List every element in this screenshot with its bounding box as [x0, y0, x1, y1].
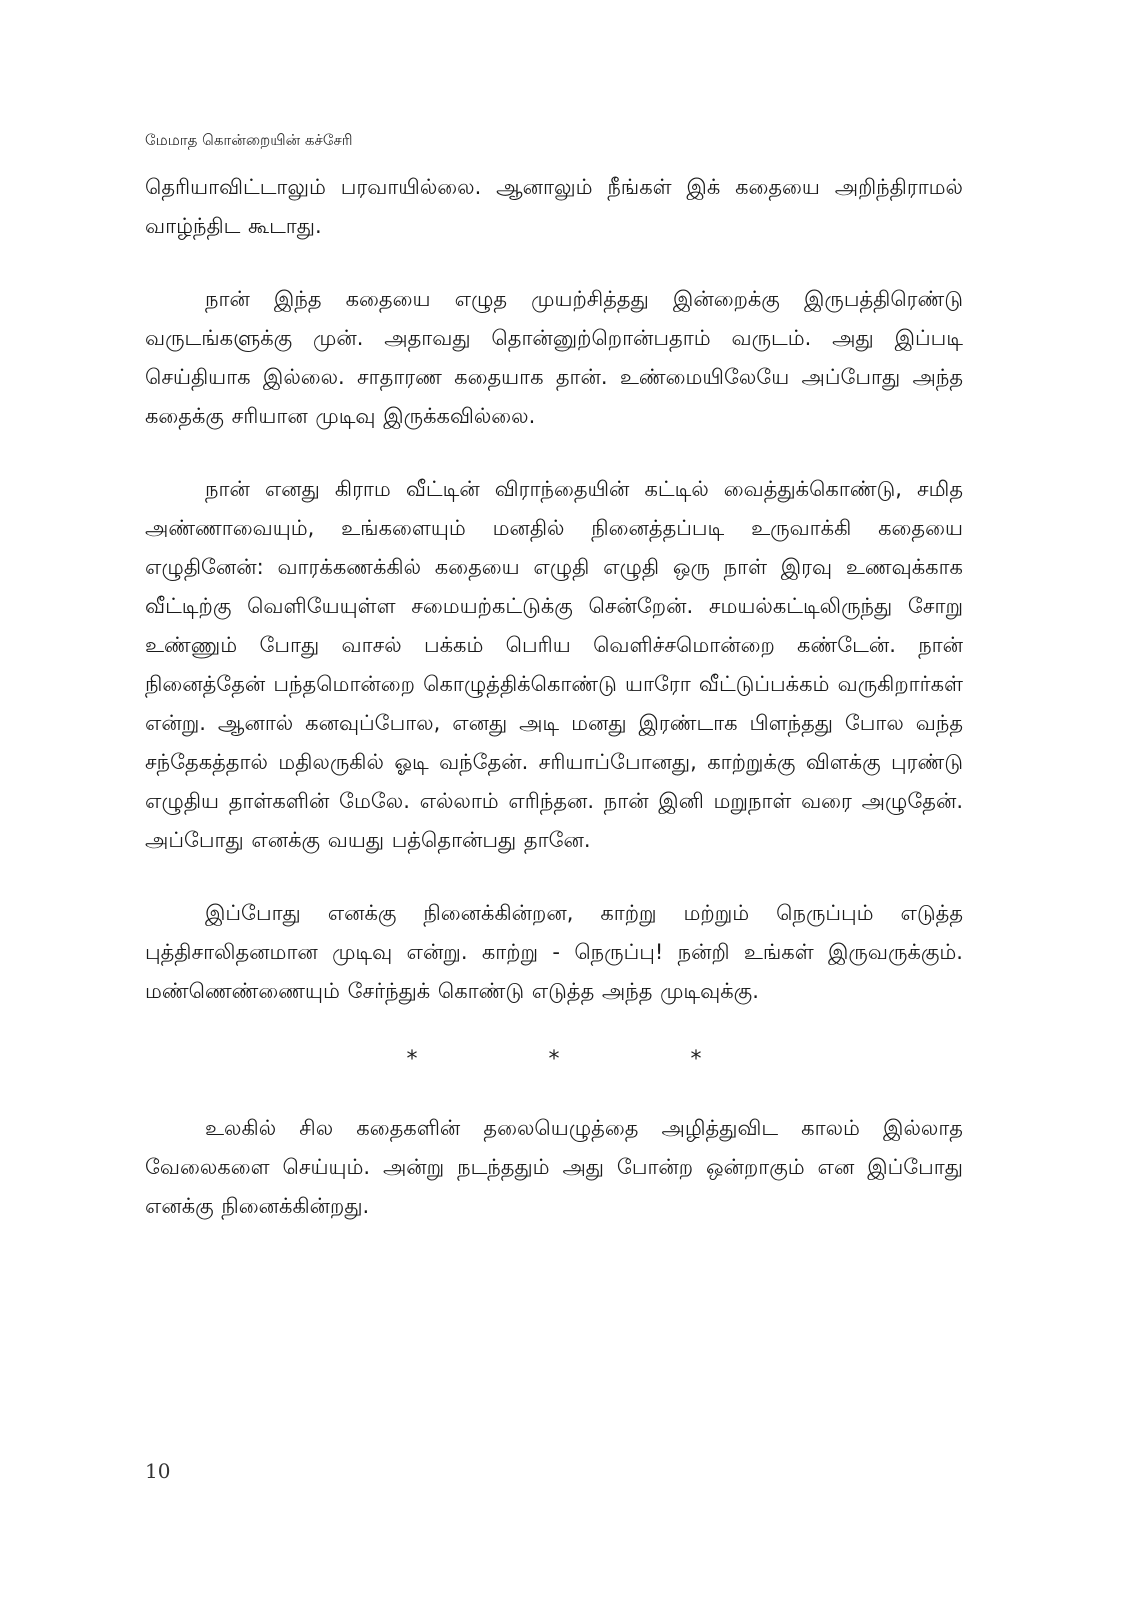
page-number: 10	[145, 1459, 171, 1483]
paragraph: நான் இந்த கதையை எழுத முயற்சித்தது இன்றைக்கு இருபத்திரெண்டு வருடங்களுக்கு முன். அதாவது தொன்னுற்றொன்பதாம் வருடம். அது இப்படி செய்தியாக இல்லை. சாதாரண கதையாக தான். உண்மையிலேயே அப்போது அந்த கதைக்கு சரியான முடிவு இருக்கவில்லை.	[145, 287, 963, 428]
paragraph-continuation: தெரியாவிட்டாலும் பரவாயில்லை. ஆனாலும் நீங்கள் இக் கதையை அறிந்திராமல் வாழ்ந்திட கூடாது.	[145, 175, 963, 238]
body-text	[145, 168, 963, 1260]
paragraph: இப்போது எனக்கு நினைக்கின்றன, காற்று மற்றும் நெருப்பும் எடுத்த புத்திசாலிதனமான முடிவு என்று. காற்று - நெருப்பு! நன்றி உங்கள் இருவருக்கும். மண்ணெண்ணையும் சேர்ந்துக் கொண்டு எடுத்த அந்த முடிவுக்கு.	[145, 901, 963, 1003]
paragraph: உலகில் சில கதைகளின் தலையெழுத்தை அழித்துவிட காலம் இல்லாத வேலைகளை செய்யும். அன்று நடந்ததும் அது போன்ற ஒன்றாகும் என இப்போது எனக்கு நினைக்கின்றது.	[145, 1116, 963, 1218]
section-separator: * * *	[406, 1047, 764, 1072]
running-head: மேமாத கொன்றையின் கச்சேரி	[145, 131, 353, 149]
paragraph: நான் எனது கிராம வீட்டின் விராந்தையின் கட்டில் வைத்துக்கொண்டு, சமித அண்ணாவையும், உங்களையும் மனதில் நினைத்தப்படி உருவாக்கி கதையை எழுதினேன்: வாரக்கணக்கில் கதையை எழுதி எழுதி ஒரு நாள் இரவு உணவுக்காக வீட்டிற்கு வெளியேயுள்ள சமையற்கட்டுக்கு சென்றேன். சமயல்கட்டிலிருந்து சோறு உண்ணும் போது வாசல் பக்கம் பெரிய வெளிச்சமொன்றை கண்டேன். நான் நினைத்தேன் பந்தமொன்றை கொழுத்திக்கொண்டு யாரோ வீட்டுப்பக்கம் வருகிறார்கள் என்று. ஆனால் கனவுப்போல, எனது அடி மனது இரண்டாக பிளந்தது போல வந்த சந்தேகத்தால் மதிலருகில் ஓடி வந்தேன். சரியாப்போனது, காற்றுக்கு விளக்கு புரண்டு எழுதிய தாள்களின் மேலே. எல்லாம் எரிந்தன. நான் இனி மறுநாள் வரை அழுதேன். அப்போது எனக்கு வயது பத்தொன்பது தானே.	[145, 477, 963, 852]
